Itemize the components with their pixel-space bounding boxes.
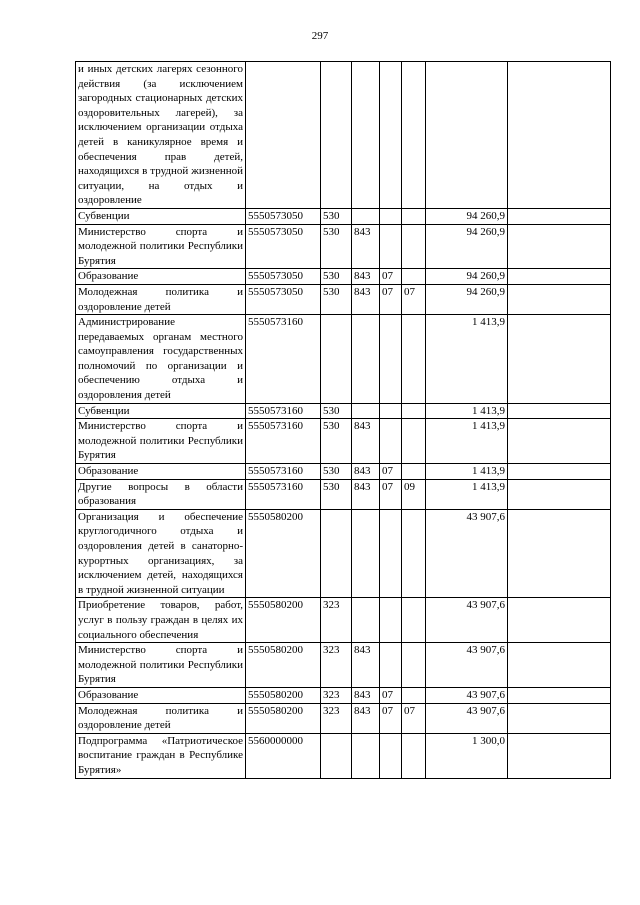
row-name-cell: Молодежная политика и оздоровление детей bbox=[76, 284, 246, 314]
subsection-cell bbox=[402, 643, 426, 688]
table-row bbox=[76, 403, 611, 419]
expense-type-cell: 323 bbox=[321, 598, 352, 643]
row-name-cell: Приобретение товаров, работ, услуг в пользу граждан в целях их социального обеспечения bbox=[76, 598, 246, 643]
subsection-cell bbox=[402, 269, 426, 285]
target-article-cell: 5550573050 bbox=[246, 224, 321, 269]
table-row bbox=[76, 479, 611, 509]
expense-type-cell: 530 bbox=[321, 403, 352, 419]
amount-cell: 1 413,9 bbox=[426, 464, 508, 480]
amount-cell: 1 413,9 bbox=[426, 315, 508, 404]
table-row bbox=[76, 598, 611, 643]
department-cell bbox=[352, 315, 380, 404]
row-name-cell: Министерство спорта и молодежной политики Республики Бурятия bbox=[76, 643, 246, 688]
extra-cell bbox=[508, 703, 611, 733]
row-name-cell: Министерство спорта и молодежной политики Республики Бурятия bbox=[76, 419, 246, 464]
amount-cell: 43 907,6 bbox=[426, 509, 508, 598]
department-cell: 843 bbox=[352, 419, 380, 464]
target-article-cell: 5550573160 bbox=[246, 479, 321, 509]
section-cell: 07 bbox=[380, 687, 402, 703]
section-cell: 07 bbox=[380, 703, 402, 733]
section-cell bbox=[380, 733, 402, 778]
extra-cell bbox=[508, 224, 611, 269]
subsection-cell bbox=[402, 62, 426, 209]
subsection-cell bbox=[402, 403, 426, 419]
section-cell bbox=[380, 509, 402, 598]
extra-cell bbox=[508, 464, 611, 480]
extra-cell bbox=[508, 403, 611, 419]
extra-cell bbox=[508, 62, 611, 209]
table-row bbox=[76, 269, 611, 285]
table-row bbox=[76, 224, 611, 269]
department-cell: 843 bbox=[352, 479, 380, 509]
extra-cell bbox=[508, 733, 611, 778]
extra-cell bbox=[508, 509, 611, 598]
department-cell bbox=[352, 208, 380, 224]
table-row bbox=[76, 419, 611, 464]
amount-cell: 1 413,9 bbox=[426, 479, 508, 509]
department-cell: 843 bbox=[352, 269, 380, 285]
row-name-cell: Образование bbox=[76, 269, 246, 285]
expense-type-cell: 323 bbox=[321, 687, 352, 703]
expense-type-cell: 323 bbox=[321, 643, 352, 688]
subsection-cell: 07 bbox=[402, 284, 426, 314]
section-cell: 07 bbox=[380, 464, 402, 480]
department-cell bbox=[352, 598, 380, 643]
section-cell bbox=[380, 224, 402, 269]
amount-cell: 94 260,9 bbox=[426, 208, 508, 224]
target-article-cell: 5550573050 bbox=[246, 208, 321, 224]
section-cell: 07 bbox=[380, 284, 402, 314]
extra-cell bbox=[508, 479, 611, 509]
subsection-cell bbox=[402, 224, 426, 269]
amount-cell: 43 907,6 bbox=[426, 703, 508, 733]
expense-type-cell bbox=[321, 733, 352, 778]
amount-cell: 43 907,6 bbox=[426, 643, 508, 688]
row-name-cell: Организация и обеспечение круглогодичного отдыха и оздоровления детей в санаторно-курортных организациях, за исключением детей, находящихся в трудной жизненной ситуации bbox=[76, 509, 246, 598]
department-cell bbox=[352, 509, 380, 598]
target-article-cell: 5550573160 bbox=[246, 464, 321, 480]
department-cell bbox=[352, 403, 380, 419]
subsection-cell: 09 bbox=[402, 479, 426, 509]
amount-cell: 1 300,0 bbox=[426, 733, 508, 778]
expense-type-cell: 530 bbox=[321, 284, 352, 314]
subsection-cell bbox=[402, 598, 426, 643]
section-cell: 07 bbox=[380, 269, 402, 285]
expense-type-cell bbox=[321, 509, 352, 598]
target-article-cell: 5550573160 bbox=[246, 419, 321, 464]
extra-cell bbox=[508, 419, 611, 464]
target-article-cell: 5560000000 bbox=[246, 733, 321, 778]
amount-cell: 43 907,6 bbox=[426, 598, 508, 643]
department-cell bbox=[352, 62, 380, 209]
extra-cell bbox=[508, 284, 611, 314]
table-row bbox=[76, 703, 611, 733]
table-row bbox=[76, 509, 611, 598]
section-cell bbox=[380, 62, 402, 209]
expense-type-cell bbox=[321, 315, 352, 404]
expense-type-cell: 530 bbox=[321, 208, 352, 224]
department-cell: 843 bbox=[352, 464, 380, 480]
section-cell bbox=[380, 598, 402, 643]
extra-cell bbox=[508, 208, 611, 224]
department-cell: 843 bbox=[352, 224, 380, 269]
amount-cell: 94 260,9 bbox=[426, 224, 508, 269]
table-row bbox=[76, 464, 611, 480]
expense-type-cell: 530 bbox=[321, 269, 352, 285]
target-article-cell: 5550573160 bbox=[246, 403, 321, 419]
table-row bbox=[76, 62, 611, 209]
row-name-cell: Молодежная политика и оздоровление детей bbox=[76, 703, 246, 733]
section-cell bbox=[380, 315, 402, 404]
section-cell bbox=[380, 403, 402, 419]
row-name-cell: и иных детских лагерях сезонного действия (за исключением загородных стационарных детских оздоровительных лагерей), за исключением организации отдыха детей в каникулярное время и обеспечения прав детей, находящихся в трудной жизненной ситуации, на отдых и оздоровление bbox=[76, 62, 246, 209]
page-number: 297 bbox=[311, 30, 329, 42]
target-article-cell bbox=[246, 62, 321, 209]
target-article-cell: 5550573050 bbox=[246, 284, 321, 314]
row-name-cell: Образование bbox=[76, 687, 246, 703]
subsection-cell bbox=[402, 419, 426, 464]
department-cell: 843 bbox=[352, 643, 380, 688]
amount-cell: 1 413,9 bbox=[426, 419, 508, 464]
department-cell bbox=[352, 733, 380, 778]
extra-cell bbox=[508, 687, 611, 703]
section-cell bbox=[380, 419, 402, 464]
extra-cell bbox=[508, 598, 611, 643]
expense-type-cell: 323 bbox=[321, 703, 352, 733]
table-row bbox=[76, 733, 611, 778]
expense-type-cell: 530 bbox=[321, 419, 352, 464]
table-row bbox=[76, 643, 611, 688]
subsection-cell bbox=[402, 315, 426, 404]
subsection-cell bbox=[402, 687, 426, 703]
row-name-cell: Субвенции bbox=[76, 403, 246, 419]
row-name-cell: Субвенции bbox=[76, 208, 246, 224]
department-cell: 843 bbox=[352, 687, 380, 703]
amount-cell bbox=[426, 62, 508, 209]
extra-cell bbox=[508, 315, 611, 404]
table-row bbox=[76, 284, 611, 314]
extra-cell bbox=[508, 643, 611, 688]
row-name-cell: Министерство спорта и молодежной политики Республики Бурятия bbox=[76, 224, 246, 269]
target-article-cell: 5550573050 bbox=[246, 269, 321, 285]
subsection-cell: 07 bbox=[402, 703, 426, 733]
amount-cell: 94 260,9 bbox=[426, 284, 508, 314]
subsection-cell bbox=[402, 733, 426, 778]
budget-table bbox=[75, 61, 611, 779]
section-cell bbox=[380, 208, 402, 224]
expense-type-cell bbox=[321, 62, 352, 209]
row-name-cell: Образование bbox=[76, 464, 246, 480]
department-cell: 843 bbox=[352, 284, 380, 314]
target-article-cell: 5550580200 bbox=[246, 687, 321, 703]
department-cell: 843 bbox=[352, 703, 380, 733]
amount-cell: 43 907,6 bbox=[426, 687, 508, 703]
extra-cell bbox=[508, 269, 611, 285]
amount-cell: 1 413,9 bbox=[426, 403, 508, 419]
expense-type-cell: 530 bbox=[321, 464, 352, 480]
section-cell bbox=[380, 643, 402, 688]
row-name-cell: Администрирование передаваемых органам местного самоуправления государственных полномочий по организации и обеспечению отдыха и оздоровления детей bbox=[76, 315, 246, 404]
expense-type-cell: 530 bbox=[321, 479, 352, 509]
subsection-cell bbox=[402, 464, 426, 480]
row-name-cell: Другие вопросы в области образования bbox=[76, 479, 246, 509]
target-article-cell: 5550573160 bbox=[246, 315, 321, 404]
target-article-cell: 5550580200 bbox=[246, 598, 321, 643]
row-name-cell: Подпрограмма «Патриотическое воспитание граждан в Республике Бурятия» bbox=[76, 733, 246, 778]
target-article-cell: 5550580200 bbox=[246, 703, 321, 733]
target-article-cell: 5550580200 bbox=[246, 643, 321, 688]
target-article-cell: 5550580200 bbox=[246, 509, 321, 598]
subsection-cell bbox=[402, 208, 426, 224]
amount-cell: 94 260,9 bbox=[426, 269, 508, 285]
expense-type-cell: 530 bbox=[321, 224, 352, 269]
table-row bbox=[76, 315, 611, 404]
table-row bbox=[76, 208, 611, 224]
table-row bbox=[76, 687, 611, 703]
section-cell: 07 bbox=[380, 479, 402, 509]
subsection-cell bbox=[402, 509, 426, 598]
